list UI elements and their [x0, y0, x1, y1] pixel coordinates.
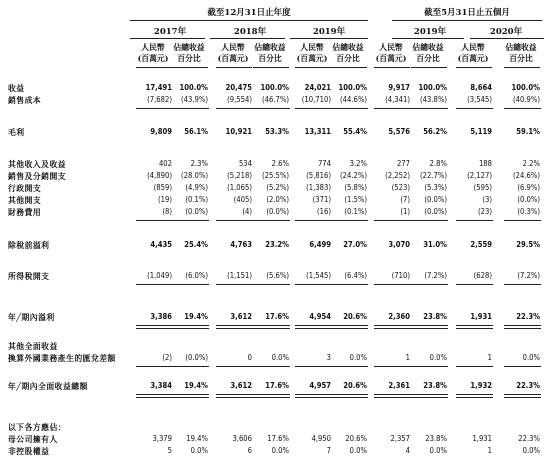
table-cell: (43.9%): [180, 95, 208, 104]
table-rule: [456, 220, 493, 221]
table-rule: [216, 325, 253, 326]
table-cell: (2.0%): [266, 195, 289, 204]
table-cell: (46.7%): [261, 95, 289, 104]
table-cell: (595): [473, 183, 492, 192]
table-rule: [172, 108, 209, 109]
table-rule: [374, 366, 411, 367]
table-cell: 0.0%: [429, 446, 447, 455]
table-cell: (1,383): [306, 183, 331, 192]
table-rule: [172, 328, 209, 329]
table-cell: 5,576: [388, 127, 410, 136]
table-rule: [295, 394, 332, 395]
table-cell: (7,682): [147, 95, 172, 104]
table-cell: 4,957: [309, 381, 331, 390]
year-2018: 2018年: [233, 27, 267, 37]
row-label: 以下各方應佔：: [8, 423, 67, 432]
table-rule: [295, 108, 332, 109]
table-cell: 4,763: [230, 240, 252, 249]
table-rule: [172, 284, 209, 285]
table-cell: 7: [326, 446, 331, 455]
table-cell: (2): [162, 353, 172, 362]
col-header-pct: 佔總收益 百分比: [412, 43, 444, 63]
table-rule: [253, 220, 290, 221]
table-cell: (9,554): [227, 95, 252, 104]
table-cell: 188: [478, 159, 492, 168]
table-cell: 2,357: [390, 434, 410, 443]
table-cell: (1,151): [227, 271, 252, 280]
table-cell: 0: [247, 353, 252, 362]
table-cell: (3,545): [467, 95, 492, 104]
table-rule: [456, 325, 493, 326]
table-rule: [504, 366, 541, 367]
table-rule: [216, 284, 253, 285]
table-cell: (710): [391, 271, 410, 280]
table-cell: (7.2%): [424, 271, 447, 280]
table-cell: 0.0%: [522, 353, 540, 362]
table-cell: (7): [400, 195, 410, 204]
table-cell: 2.8%: [429, 159, 447, 168]
table-rule: [216, 397, 253, 398]
table-cell: (16): [316, 207, 331, 216]
table-cell: 3: [326, 353, 331, 362]
table-cell: 100.0%: [418, 83, 447, 92]
table-cell: 23.8%: [423, 312, 447, 321]
table-rule: [253, 394, 290, 395]
table-cell: (43.8%): [419, 95, 447, 104]
table-cell: 27.0%: [343, 240, 367, 249]
table-cell: 277: [396, 159, 410, 168]
table-rule: [253, 366, 290, 367]
table-rule: [136, 108, 173, 109]
table-cell: (5,218): [227, 171, 252, 180]
table-rule: [504, 397, 541, 398]
table-cell: (0.0%): [185, 207, 208, 216]
table-cell: 5: [167, 446, 172, 455]
row-label: 所得稅開支: [8, 272, 50, 281]
table-rule: [504, 284, 541, 285]
table-rule: [411, 108, 448, 109]
year-2019-fy: 2019年: [312, 27, 346, 37]
table-cell: (0.3%): [517, 207, 540, 216]
table-cell: 1,931: [472, 434, 492, 443]
table-rule: [172, 397, 209, 398]
table-cell: 17.6%: [265, 381, 289, 390]
table-rule: [331, 220, 368, 221]
table-cell: 9,809: [150, 127, 172, 136]
table-rule: [331, 325, 368, 326]
table-cell: 0.0%: [429, 353, 447, 362]
row-label: 除稅前溢利: [8, 241, 50, 250]
table-cell: 100.0%: [260, 83, 289, 92]
table-rule: [136, 220, 173, 221]
table-cell: 402: [158, 159, 172, 168]
table-cell: 1,932: [470, 381, 492, 390]
table-rule: [504, 394, 541, 395]
table-cell: (0.1%): [344, 207, 367, 216]
row-label: 年╱期內溢利: [8, 313, 55, 322]
table-cell: 25.4%: [184, 240, 208, 249]
table-cell: 5,119: [470, 127, 492, 136]
table-cell: (0.0%): [517, 195, 540, 204]
table-rule: [216, 220, 253, 221]
col-header-pct: 佔總收益 百分比: [505, 43, 537, 63]
table-cell: 23.8%: [423, 381, 447, 390]
table-rule: [456, 108, 493, 109]
table-rule: [331, 328, 368, 329]
table-cell: (0.0%): [185, 353, 208, 362]
table-cell: 774: [317, 159, 331, 168]
table-cell: 100.0%: [511, 83, 540, 92]
table-cell: 3,386: [150, 312, 172, 321]
table-cell: (22.7%): [419, 171, 447, 180]
table-cell: 1: [487, 446, 492, 455]
table-cell: (523): [391, 183, 410, 192]
table-rule: [456, 366, 493, 367]
table-rule: [136, 284, 173, 285]
col-header-pct: 佔總收益 百分比: [332, 43, 364, 63]
table-rule: [253, 328, 290, 329]
table-cell: (6.4%): [344, 271, 367, 280]
table-cell: (628): [473, 271, 492, 280]
table-rule: [411, 325, 448, 326]
table-rule: [411, 220, 448, 221]
table-cell: (5.6%): [266, 271, 289, 280]
table-cell: 100.0%: [338, 83, 367, 92]
row-label: 收益: [8, 84, 25, 93]
row-label: 其他開支: [8, 196, 42, 205]
table-cell: 4: [405, 446, 410, 455]
table-cell: (0.0%): [424, 195, 447, 204]
table-rule: [253, 108, 290, 109]
table-cell: (44.6%): [339, 95, 367, 104]
table-cell: 31.0%: [423, 240, 447, 249]
table-rule: [295, 366, 332, 367]
table-cell: (0.0%): [266, 207, 289, 216]
table-cell: 9,917: [388, 83, 410, 92]
year-2020-5m: 2020年: [489, 27, 523, 37]
col-header-rmb: 人民幣 (百萬元): [137, 43, 169, 63]
table-cell: 2,559: [470, 240, 492, 249]
table-cell: (371): [312, 195, 331, 204]
table-rule: [374, 284, 411, 285]
table-rule: [504, 108, 541, 109]
col-header-rmb: 人民幣 (百萬元): [375, 43, 407, 63]
table-rule: [331, 366, 368, 367]
table-rule: [411, 284, 448, 285]
table-cell: (4): [242, 207, 252, 216]
table-rule: [331, 394, 368, 395]
table-cell: 0.0%: [271, 353, 289, 362]
table-cell: 2.2%: [522, 159, 540, 168]
table-rule: [136, 366, 173, 367]
table-rule: [295, 284, 332, 285]
table-rule: [253, 325, 290, 326]
table-rule: [411, 366, 448, 367]
row-label: 財務費用: [8, 208, 42, 217]
table-rule: [331, 397, 368, 398]
table-cell: 3,070: [388, 240, 410, 249]
table-cell: (4,890): [147, 171, 172, 180]
table-cell: (24.2%): [339, 171, 367, 180]
table-cell: (2,127): [467, 171, 492, 180]
table-cell: 13,311: [304, 127, 331, 136]
table-rule: [136, 394, 173, 395]
table-cell: 3,606: [232, 434, 252, 443]
table-cell: 2,361: [388, 381, 410, 390]
table-cell: (6.0%): [185, 271, 208, 280]
row-label: 母公司擁有人: [8, 435, 58, 444]
table-cell: (0.1%): [185, 195, 208, 204]
table-rule: [456, 284, 493, 285]
table-cell: 29.5%: [516, 240, 540, 249]
header-period-fy: 截至12月31日止年度: [207, 8, 291, 18]
table-rule: [295, 397, 332, 398]
table-rule: [172, 325, 209, 326]
table-cell: (3): [482, 195, 492, 204]
table-rule: [374, 394, 411, 395]
table-cell: 3,379: [152, 434, 172, 443]
table-rule: [216, 328, 253, 329]
table-cell: (5.3%): [424, 183, 447, 192]
table-rule: [216, 394, 253, 395]
table-rule: [331, 284, 368, 285]
row-label: 毛利: [8, 128, 25, 137]
table-rule: [374, 397, 411, 398]
table-cell: 8,664: [470, 83, 492, 92]
table-cell: (5,816): [306, 171, 331, 180]
table-cell: (5.8%): [344, 183, 367, 192]
table-rule: [411, 397, 448, 398]
table-cell: 55.4%: [343, 127, 367, 136]
table-rule: [331, 108, 368, 109]
table-cell: 534: [238, 159, 252, 168]
table-cell: 19.4%: [186, 434, 208, 443]
table-cell: (1,545): [306, 271, 331, 280]
table-cell: 17.6%: [267, 434, 289, 443]
table-cell: 17.6%: [265, 312, 289, 321]
table-cell: 100.0%: [179, 83, 208, 92]
table-cell: 22.3%: [516, 312, 540, 321]
row-label: 換算外國業務產生的匯兌差額: [8, 354, 116, 363]
table-cell: 3,612: [230, 381, 252, 390]
table-cell: 20.6%: [343, 381, 367, 390]
col-header-rmb: 人民幣 (百萬元): [217, 43, 249, 63]
table-cell: (6.9%): [517, 183, 540, 192]
table-cell: 2,360: [388, 312, 410, 321]
table-cell: 56.2%: [423, 127, 447, 136]
table-rule: [504, 325, 541, 326]
col-header-pct: 佔總收益 百分比: [173, 43, 205, 63]
table-cell: 10,921: [225, 127, 252, 136]
table-cell: 2.6%: [271, 159, 289, 168]
table-rule: [456, 397, 493, 398]
table-rule: [172, 394, 209, 395]
table-cell: (5.2%): [266, 183, 289, 192]
table-rule: [295, 220, 332, 221]
table-cell: 59.1%: [516, 127, 540, 136]
table-cell: (25.5%): [261, 171, 289, 180]
table-cell: 20.6%: [345, 434, 367, 443]
table-cell: 3,384: [150, 381, 172, 390]
table-cell: (23): [477, 207, 492, 216]
table-cell: 22.3%: [518, 434, 540, 443]
col-header-rmb: 人民幣 (百萬元): [296, 43, 328, 63]
table-rule: [504, 328, 541, 329]
table-cell: 0.0%: [190, 446, 208, 455]
table-rule: [411, 328, 448, 329]
table-cell: 53.3%: [265, 127, 289, 136]
table-cell: 22.3%: [516, 381, 540, 390]
table-cell: 0.0%: [349, 353, 367, 362]
row-label: 非控股權益: [8, 447, 50, 456]
table-cell: (19): [157, 195, 172, 204]
table-cell: 6: [247, 446, 252, 455]
table-rule: [456, 328, 493, 329]
table-cell: 1,931: [470, 312, 492, 321]
table-rule: [411, 394, 448, 395]
table-rule: [172, 220, 209, 221]
table-cell: (4.9%): [185, 183, 208, 192]
table-rule: [253, 284, 290, 285]
table-cell: 1: [405, 353, 410, 362]
table-rule: [136, 328, 173, 329]
row-label: 其他全面收益: [8, 342, 58, 351]
table-cell: 3.2%: [349, 159, 367, 168]
table-cell: (4,341): [385, 95, 410, 104]
table-cell: 19.4%: [184, 312, 208, 321]
table-cell: 56.1%: [184, 127, 208, 136]
table-rule: [374, 220, 411, 221]
table-cell: 23.8%: [425, 434, 447, 443]
table-rule: [374, 328, 411, 329]
table-rule: [374, 108, 411, 109]
table-cell: (0.0%): [424, 207, 447, 216]
table-rule: [253, 397, 290, 398]
table-cell: (28.0%): [180, 171, 208, 180]
table-cell: (1): [400, 207, 410, 216]
table-rule: [216, 108, 253, 109]
table-cell: 4,435: [150, 240, 172, 249]
table-cell: (7.2%): [517, 271, 540, 280]
table-cell: 2.3%: [190, 159, 208, 168]
table-cell: 4,950: [311, 434, 331, 443]
table-cell: (10,710): [301, 95, 331, 104]
table-rule: [216, 366, 253, 367]
year-2017: 2017年: [153, 27, 187, 37]
table-cell: 1: [487, 353, 492, 362]
table-rule: [374, 325, 411, 326]
table-cell: 4,954: [309, 312, 331, 321]
table-cell: 19.4%: [184, 381, 208, 390]
table-cell: (2,252): [385, 171, 410, 180]
table-cell: 3,612: [230, 312, 252, 321]
row-label: 銷售成本: [8, 96, 42, 105]
table-cell: 20.6%: [343, 312, 367, 321]
table-cell: 20,475: [225, 83, 252, 92]
table-cell: (859): [153, 183, 172, 192]
row-label: 其他收入及收益: [8, 160, 67, 169]
table-cell: 0.0%: [271, 446, 289, 455]
table-cell: 17,491: [145, 83, 172, 92]
table-rule: [136, 325, 173, 326]
row-label: 銷售及分銷開支: [8, 172, 67, 181]
col-header-rmb: 人民幣 (百萬元): [457, 43, 489, 63]
table-rule: [172, 366, 209, 367]
table-cell: 24,021: [304, 83, 331, 92]
row-label: 行政開支: [8, 184, 42, 193]
table-rule: [136, 397, 173, 398]
table-cell: (1,049): [147, 271, 172, 280]
table-cell: 0.0%: [349, 446, 367, 455]
table-rule: [295, 325, 332, 326]
table-rule: [504, 220, 541, 221]
col-header-pct: 佔總收益 百分比: [254, 43, 286, 63]
table-rule: [295, 328, 332, 329]
table-cell: (40.9%): [512, 95, 540, 104]
table-cell: 0.0%: [522, 446, 540, 455]
row-label: 年╱期內全面收益總額: [8, 382, 88, 391]
year-2019-5m: 2019年: [413, 27, 447, 37]
table-cell: (8): [162, 207, 172, 216]
table-cell: 6,499: [309, 240, 331, 249]
header-period-5m: 截至5月31日止五個月: [424, 8, 510, 18]
table-cell: (1.5%): [344, 195, 367, 204]
table-cell: (405): [233, 195, 252, 204]
table-cell: 23.2%: [265, 240, 289, 249]
table-cell: (1,065): [227, 183, 252, 192]
table-cell: (24.6%): [512, 171, 540, 180]
table-rule: [456, 394, 493, 395]
